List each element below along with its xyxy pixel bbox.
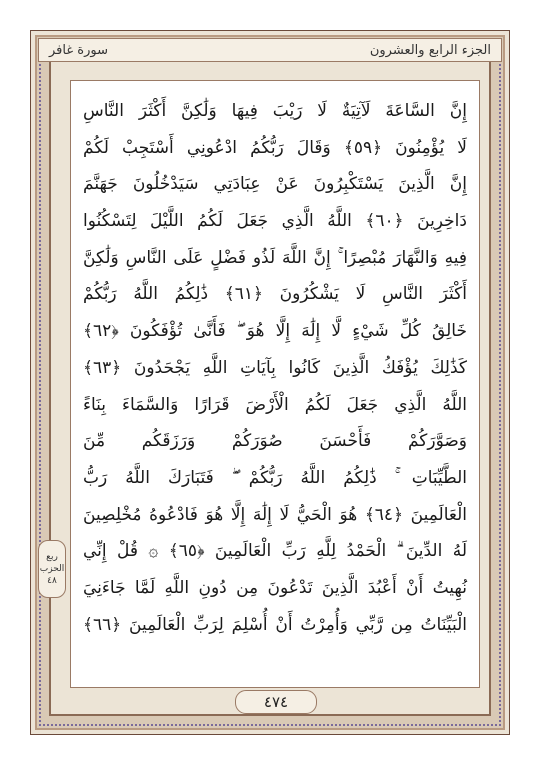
page-number: ٤٧٤	[235, 690, 317, 714]
page-header	[38, 38, 502, 62]
text-line-9: اللَّهُ الَّذِي جَعَلَ لَكُمُ الْأَرْضَ قَرَارًا وَالسَّمَاءَ بِنَاءً	[83, 394, 467, 415]
marker-word-quarter: ربع	[46, 552, 58, 562]
text-line-2: لَا يُؤْمِنُونَ ﴿٥٩﴾ وَقَالَ رَبُّكُمُ ادْعُونِي أَسْتَجِبْ لَكُمْ	[83, 137, 467, 158]
marker-number: ٤٨	[47, 576, 57, 586]
text-line-1: إِنَّ السَّاعَةَ لَآتِيَةٌ لَا رَيْبَ فِيهَا وَلَٰكِنَّ أَكْثَرَ النَّاسِ	[83, 101, 467, 121]
marker-word-hizb: الحزب	[39, 564, 65, 574]
text-line-4: دَاخِرِينَ ﴿٦٠﴾ اللَّهُ الَّذِي جَعَلَ لَكُمُ اللَّيْلَ لِتَسْكُنُوا	[83, 211, 467, 232]
verse-lines	[71, 93, 479, 643]
text-line-5: فِيهِ وَالنَّهَارَ مُبْصِرًا ۚ إِنَّ اللَّهَ لَذُو فَضْلٍ عَلَى النَّاسِ وَلَٰكِنَّ	[83, 247, 467, 268]
text-line-12: الْعَالَمِينَ ﴿٦٤﴾ هُوَ الْحَيُّ لَا إِلَٰهَ إِلَّا هُوَ فَادْعُوهُ مُخْلِصِينَ	[83, 504, 468, 525]
text-line-10: وَصَوَّرَكُمْ فَأَحْسَنَ صُوَرَكُمْ وَرَزَقَكُم مِّنَ	[83, 431, 467, 452]
text-line-3: إِنَّ الَّذِينَ يَسْتَكْبِرُونَ عَنْ عِبَادَتِي سَيَدْخُلُونَ جَهَنَّمَ	[83, 174, 467, 195]
text-line-8: كَذَٰلِكَ يُؤْفَكُ الَّذِينَ كَانُوا بِآيَاتِ اللَّهِ يَجْحَدُونَ ﴿٦٣﴾	[83, 357, 467, 378]
surah-title: سورة غافر	[49, 42, 108, 58]
text-line-7: خَالِقُ كُلِّ شَيْءٍ لَّا إِلَٰهَ إِلَّا هُوَ ۖ فَأَنَّىٰ تُؤْفَكُونَ ﴿٦٢﴾	[83, 321, 467, 342]
text-area	[70, 80, 480, 688]
text-line-15: الْبَيِّنَاتُ مِن رَّبِّي وَأُمِرْتُ أَنْ أُسْلِمَ لِرَبِّ الْعَالَمِينَ ﴿٦٦﴾	[83, 614, 467, 635]
text-line-14: نُهِيتُ أَنْ أَعْبُدَ الَّذِينَ تَدْعُونَ مِن دُونِ اللَّهِ لَمَّا جَاءَنِيَ	[83, 577, 467, 598]
text-line-13: لَهُ الدِّينَ ۗ الْحَمْدُ لِلَّهِ رَبِّ الْعَالَمِينَ ﴿٦٥﴾ ۞ قُلْ إِنِّي	[83, 541, 467, 562]
text-line-6: أَكْثَرَ النَّاسِ لَا يَشْكُرُونَ ﴿٦١﴾ ذَٰلِكُمُ اللَّهُ رَبُّكُمْ	[83, 284, 468, 305]
text-line-11: الطَّيِّبَاتِ ۚ ذَٰلِكُمُ اللَّهُ رَبُّكُمْ ۖ فَتَبَارَكَ اللَّهُ رَبُّ	[83, 467, 467, 488]
hizb-quarter-marker	[38, 540, 66, 598]
juz-title: الجزء الرابع والعشرون	[369, 42, 491, 58]
